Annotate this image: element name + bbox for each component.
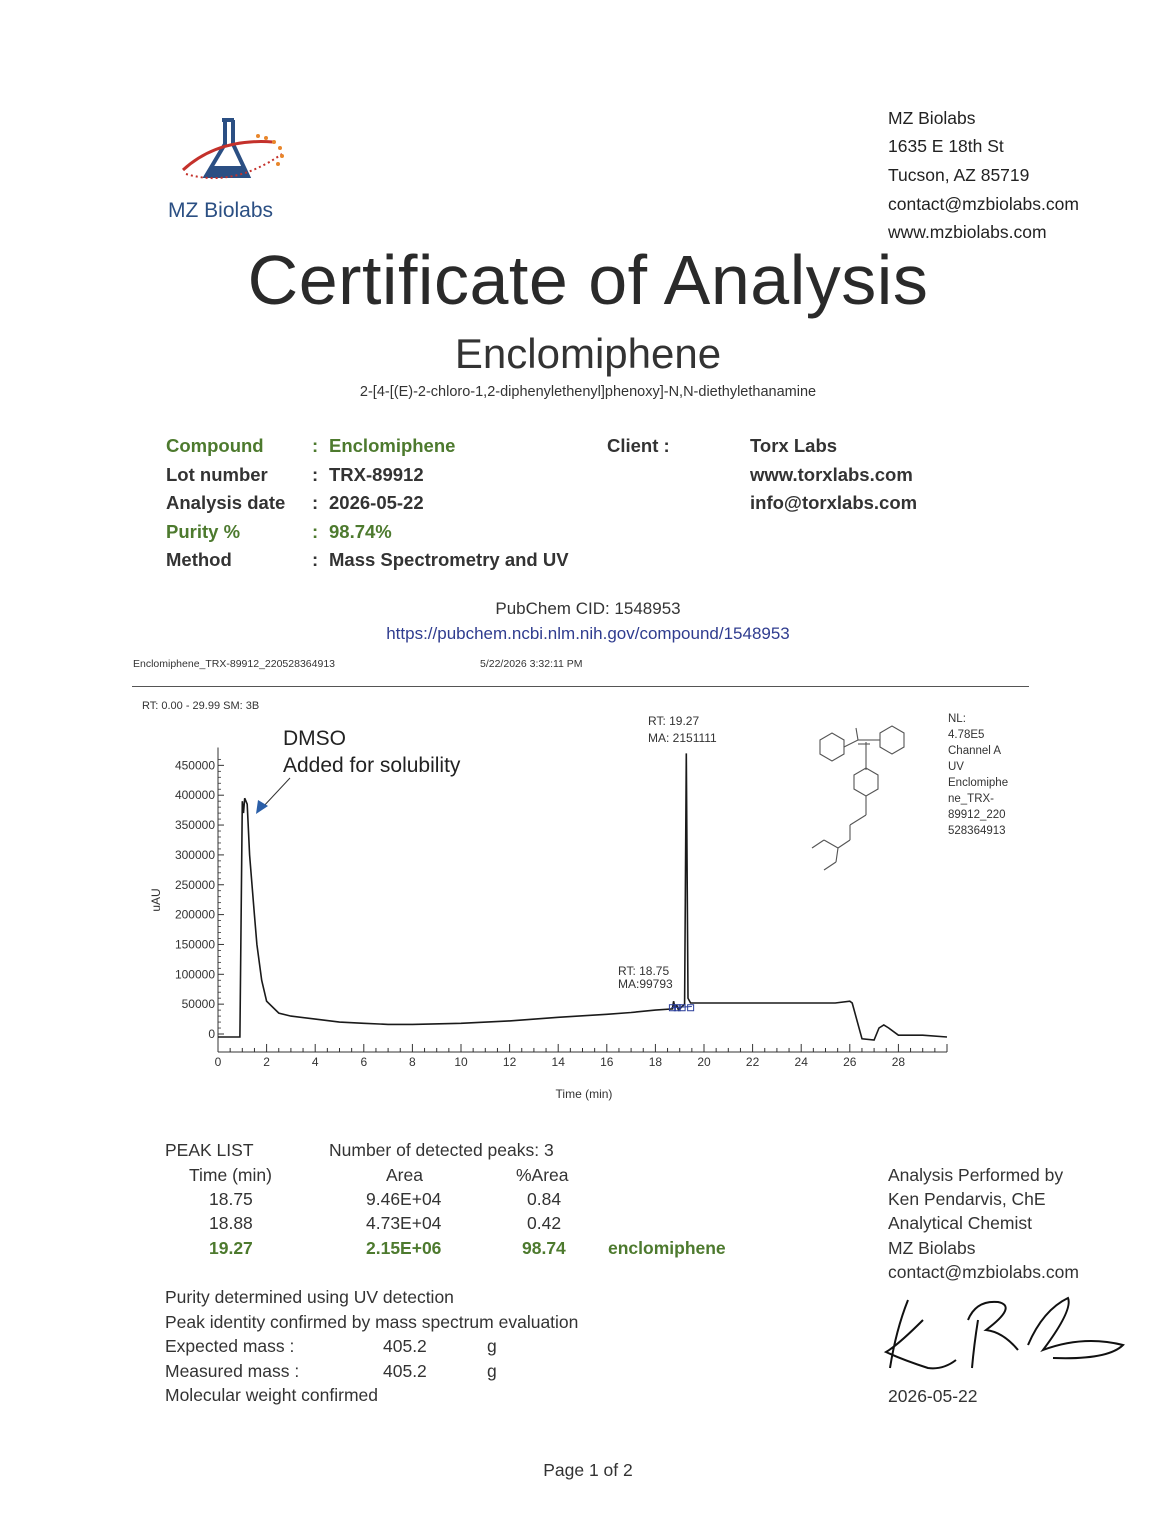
method-value: Mass Spectrometry and UV	[329, 549, 569, 570]
measured-mass-label: Measured mass :	[165, 1361, 300, 1381]
chrom-datetime: 5/22/2026 3:32:11 PM	[480, 658, 583, 670]
col-area-header: Area	[386, 1165, 423, 1185]
dmso-arrow-line	[262, 778, 290, 808]
page-number: Page 1 of 2	[543, 1460, 633, 1480]
side-info-line: ne_TRX-	[948, 793, 995, 805]
note-uv: Purity determined using UV detection	[165, 1287, 454, 1307]
side-info-line: NL:	[948, 713, 966, 725]
expected-mass-unit: g	[487, 1336, 497, 1356]
client-label: Client :	[607, 435, 670, 456]
address-name: MZ Biolabs	[888, 108, 976, 128]
expected-mass-label: Expected mass :	[165, 1336, 295, 1356]
integration-marker	[679, 1005, 685, 1011]
peak-pct: 98.74	[522, 1238, 566, 1258]
side-info-line: 528364913	[948, 825, 1006, 837]
peak-time: 18.88	[209, 1213, 253, 1233]
y-tick-label: 250000	[174, 877, 215, 892]
signature-icon	[868, 1290, 1138, 1385]
note-ms: Peak identity confirmed by mass spectrum evaluation	[165, 1312, 579, 1332]
signoff-line: MZ Biolabs	[888, 1238, 976, 1258]
baseline-marker	[671, 1007, 692, 1008]
purity-value: 98.74%	[329, 521, 392, 542]
date-value: 2026-05-22	[329, 492, 424, 513]
peak-time: 19.27	[209, 1238, 253, 1258]
integration-marker	[669, 1005, 675, 1011]
signoff-date: 2026-05-22	[888, 1386, 978, 1406]
x-tick-label: 22	[745, 1054, 760, 1069]
chart-ticks	[175, 758, 947, 1069]
y-tick-label: 300000	[174, 847, 215, 862]
signoff-line: Analytical Chemist	[888, 1213, 1032, 1233]
colon: :	[312, 521, 319, 542]
purity-label: Purity %	[166, 521, 241, 542]
compound-value: Enclomiphene	[329, 435, 456, 456]
signoff-line: Analysis Performed by	[888, 1165, 1064, 1185]
side-info-line: 4.78E5	[948, 729, 985, 741]
col-pct-header: %Area	[516, 1165, 569, 1185]
address-city: Tucson, AZ 85719	[888, 165, 1030, 185]
dmso-label: DMSO	[283, 727, 346, 750]
signoff-email: contact@mzbiolabs.com	[888, 1262, 1079, 1282]
expected-mass-value: 405.2	[383, 1336, 427, 1356]
x-tick-label: 4	[311, 1054, 319, 1069]
pubchem-link[interactable]: https://pubchem.ncbi.nlm.nih.gov/compound/1548953	[386, 624, 790, 643]
peak-area: 4.73E+04	[366, 1213, 442, 1233]
measured-mass-value: 405.2	[383, 1361, 427, 1381]
x-tick-label: 16	[600, 1054, 614, 1069]
address-website: www.mzbiolabs.com	[888, 222, 1047, 242]
col-time-header: Time (min)	[189, 1165, 272, 1185]
x-tick-label: 18	[648, 1054, 663, 1069]
peak-rt-label: RT: 18.75	[618, 964, 670, 978]
colon: :	[312, 464, 319, 485]
side-info-line: Enclomiphe	[948, 777, 1009, 789]
signoff-line: Ken Pendarvis, ChE	[888, 1189, 1046, 1209]
integration-marker	[688, 1005, 694, 1011]
lot-value: TRX-89912	[329, 464, 424, 485]
x-tick-label: 0	[214, 1054, 222, 1069]
note-mw: Molecular weight confirmed	[165, 1385, 379, 1405]
pubchem-cid: PubChem CID: 1548953	[495, 599, 681, 618]
page-title: Certificate of Analysis	[247, 241, 929, 319]
y-tick-label: 100000	[174, 967, 215, 982]
x-tick-label: 28	[891, 1054, 906, 1069]
x-tick-label: 26	[843, 1054, 857, 1069]
chart-annotations	[256, 714, 717, 1011]
x-axis-label: Time (min)	[555, 1087, 613, 1101]
peak-list-title: PEAK LIST	[165, 1140, 254, 1160]
colon: :	[312, 435, 319, 456]
x-tick-label: 6	[360, 1054, 368, 1069]
side-info-line: Channel A	[948, 745, 1002, 757]
client-email: info@torxlabs.com	[750, 492, 918, 513]
date-label: Analysis date	[166, 492, 286, 513]
divider	[132, 686, 1029, 687]
mz-biolabs-logo-icon	[178, 118, 298, 198]
y-tick-label: 350000	[174, 818, 215, 833]
method-label: Method	[166, 549, 232, 570]
x-tick-label: 24	[794, 1054, 808, 1069]
y-tick-label: 450000	[174, 758, 215, 773]
client-name: Torx Labs	[750, 435, 838, 456]
peak-compound-name: enclomiphene	[608, 1238, 726, 1258]
y-tick-label: 0	[208, 1027, 215, 1041]
peak-pct: 0.42	[527, 1213, 562, 1233]
y-axis-label: uAU	[149, 888, 163, 912]
uv-trace-line	[218, 753, 947, 1040]
compound-label: Compound	[166, 435, 264, 456]
side-info	[948, 713, 1008, 837]
peak-ma-label: MA:99793	[618, 977, 673, 991]
x-tick-label: 8	[409, 1054, 416, 1069]
logo-text: MZ Biolabs	[168, 199, 274, 222]
x-tick-label: 10	[454, 1054, 468, 1069]
chart-axes	[218, 747, 947, 1052]
colon: :	[312, 492, 319, 513]
dmso-arrow-head-icon	[256, 800, 268, 814]
x-tick-label: 14	[551, 1054, 565, 1069]
y-tick-label: 50000	[181, 997, 215, 1012]
peak-ma-label: MA: 2151111	[648, 731, 717, 745]
peak-rt-label: RT: 19.27	[648, 714, 700, 728]
client-website: www.torxlabs.com	[750, 464, 913, 485]
side-info-line: 89912_220	[948, 809, 1006, 821]
y-tick-label: 400000	[174, 788, 215, 803]
measured-mass-unit: g	[487, 1361, 497, 1381]
molecule-structure-icon	[812, 726, 904, 870]
lot-label: Lot number	[166, 464, 268, 485]
x-tick-label: 2	[263, 1054, 270, 1069]
iupac-name: 2-[4-[(E)-2-chloro-1,2-diphenylethenyl]phenoxy]-N,N-diethylethanamine	[359, 384, 817, 400]
colon: :	[312, 549, 319, 570]
y-tick-label: 200000	[174, 907, 215, 922]
rt-range-label: RT: 0.00 - 29.99 SM: 3B	[142, 700, 260, 712]
peak-time: 18.75	[209, 1189, 253, 1209]
address-email: contact@mzbiolabs.com	[888, 194, 1079, 214]
x-tick-label: 20	[697, 1054, 711, 1069]
compound-title: Enclomiphene	[454, 330, 722, 377]
peak-area: 9.46E+04	[366, 1189, 442, 1209]
integration-marker	[674, 1005, 680, 1011]
peak-count: Number of detected peaks: 3	[329, 1140, 554, 1160]
y-tick-label: 150000	[174, 937, 215, 952]
side-info-line: UV	[948, 761, 964, 773]
x-tick-label: 12	[502, 1054, 517, 1069]
peak-pct: 0.84	[527, 1189, 562, 1209]
chrom-file-name: Enclomiphene_TRX-89912_220528364913	[133, 658, 335, 670]
dmso-sublabel: Added for solubility	[283, 754, 461, 777]
peak-area: 2.15E+06	[366, 1238, 442, 1258]
address-street: 1635 E 18th St	[888, 136, 1004, 156]
